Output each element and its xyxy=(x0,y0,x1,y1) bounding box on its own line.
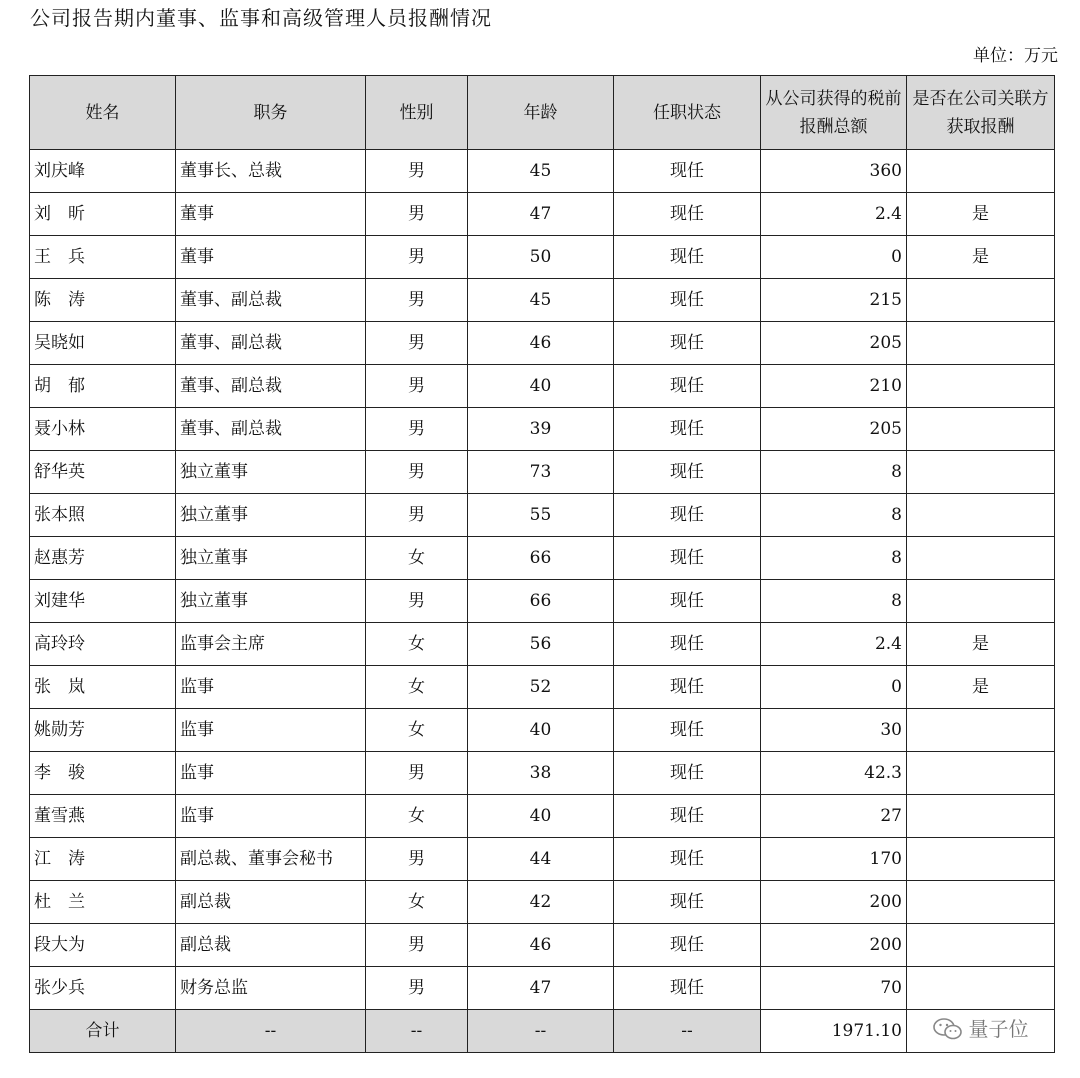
cell-name: 胡 郁 xyxy=(30,365,176,408)
table-row xyxy=(30,193,1055,236)
cell-name: 刘庆峰 xyxy=(30,150,176,193)
cell-role: 独立董事 xyxy=(176,451,366,494)
cell-age: 42 xyxy=(468,881,614,924)
cell-pay: 205 xyxy=(761,408,907,451)
cell-pay: 360 xyxy=(761,150,907,193)
cell-name: 高玲玲 xyxy=(30,623,176,666)
cell-role: 董事 xyxy=(176,193,366,236)
cell-gender: 女 xyxy=(366,537,468,580)
cell-name: 吴晓如 xyxy=(30,322,176,365)
table-row xyxy=(30,666,1055,709)
cell-status: 现任 xyxy=(614,838,761,881)
cell-role: 财务总监 xyxy=(176,967,366,1010)
cell-pay: 200 xyxy=(761,881,907,924)
total-row xyxy=(30,1010,1055,1053)
total-label: 合计 xyxy=(30,1010,176,1053)
table-row xyxy=(30,408,1055,451)
cell-gender: 男 xyxy=(366,967,468,1010)
cell-pay: 8 xyxy=(761,580,907,623)
cell-name: 陈 涛 xyxy=(30,279,176,322)
cell-related xyxy=(907,150,1055,193)
cell-related xyxy=(907,881,1055,924)
cell-status: 现任 xyxy=(614,666,761,709)
cell-role: 副总裁、董事会秘书 xyxy=(176,838,366,881)
cell-related xyxy=(907,322,1055,365)
cell-age: 66 xyxy=(468,580,614,623)
table-header-row xyxy=(30,76,1055,150)
cell-age: 56 xyxy=(468,623,614,666)
cell-age: 50 xyxy=(468,236,614,279)
cell-pay: 215 xyxy=(761,279,907,322)
cell-age: 66 xyxy=(468,537,614,580)
table-row xyxy=(30,967,1055,1010)
table-row xyxy=(30,365,1055,408)
cell-related: 是 xyxy=(907,193,1055,236)
unit-label: 单位：万元 xyxy=(973,46,1058,66)
cell-age: 39 xyxy=(468,408,614,451)
total-pay: 1971.10 xyxy=(761,1010,907,1053)
cell-related xyxy=(907,537,1055,580)
cell-related xyxy=(907,580,1055,623)
cell-pay: 170 xyxy=(761,838,907,881)
cell-gender: 男 xyxy=(366,279,468,322)
watermark-text: 量子位 xyxy=(968,1016,1029,1041)
cell-status: 现任 xyxy=(614,408,761,451)
cell-name: 段大为 xyxy=(30,924,176,967)
cell-name: 张本照 xyxy=(30,494,176,537)
cell-related xyxy=(907,795,1055,838)
column-header-pay: 从公司获得的税前报酬总额 xyxy=(761,76,907,150)
cell-pay: 210 xyxy=(761,365,907,408)
table-row xyxy=(30,924,1055,967)
cell-pay: 2.4 xyxy=(761,193,907,236)
cell-name: 聂小林 xyxy=(30,408,176,451)
cell-gender: 女 xyxy=(366,666,468,709)
cell-age: 45 xyxy=(468,150,614,193)
table-row xyxy=(30,795,1055,838)
cell-status: 现任 xyxy=(614,537,761,580)
cell-role: 董事 xyxy=(176,236,366,279)
total-role: -- xyxy=(176,1010,366,1053)
cell-age: 47 xyxy=(468,193,614,236)
cell-related xyxy=(907,365,1055,408)
cell-age: 47 xyxy=(468,967,614,1010)
cell-name: 刘建华 xyxy=(30,580,176,623)
table-row xyxy=(30,537,1055,580)
cell-name: 姚勋芳 xyxy=(30,709,176,752)
cell-related xyxy=(907,924,1055,967)
cell-status: 现任 xyxy=(614,322,761,365)
cell-role: 独立董事 xyxy=(176,537,366,580)
cell-age: 45 xyxy=(468,279,614,322)
cell-status: 现任 xyxy=(614,365,761,408)
cell-status: 现任 xyxy=(614,752,761,795)
cell-age: 38 xyxy=(468,752,614,795)
cell-role: 副总裁 xyxy=(176,881,366,924)
table-row xyxy=(30,580,1055,623)
cell-role: 副总裁 xyxy=(176,924,366,967)
cell-status: 现任 xyxy=(614,795,761,838)
cell-status: 现任 xyxy=(614,967,761,1010)
cell-gender: 女 xyxy=(366,795,468,838)
cell-name: 张 岚 xyxy=(30,666,176,709)
column-header-status: 任职状态 xyxy=(614,76,761,150)
table-row xyxy=(30,752,1055,795)
cell-age: 44 xyxy=(468,838,614,881)
cell-related xyxy=(907,451,1055,494)
cell-status: 现任 xyxy=(614,623,761,666)
cell-gender: 男 xyxy=(366,494,468,537)
table-row xyxy=(30,838,1055,881)
table-row xyxy=(30,236,1055,279)
cell-age: 40 xyxy=(468,795,614,838)
cell-pay: 0 xyxy=(761,666,907,709)
table-row xyxy=(30,494,1055,537)
cell-gender: 男 xyxy=(366,838,468,881)
cell-status: 现任 xyxy=(614,150,761,193)
cell-role: 监事 xyxy=(176,666,366,709)
cell-pay: 0 xyxy=(761,236,907,279)
cell-role: 监事 xyxy=(176,795,366,838)
cell-related xyxy=(907,709,1055,752)
cell-pay: 42.3 xyxy=(761,752,907,795)
table-row xyxy=(30,881,1055,924)
total-gender: -- xyxy=(366,1010,468,1053)
cell-pay: 8 xyxy=(761,451,907,494)
cell-role: 董事长、总裁 xyxy=(176,150,366,193)
cell-role: 监事 xyxy=(176,709,366,752)
cell-age: 46 xyxy=(468,924,614,967)
cell-gender: 男 xyxy=(366,924,468,967)
cell-status: 现任 xyxy=(614,709,761,752)
cell-pay: 8 xyxy=(761,494,907,537)
table-row xyxy=(30,451,1055,494)
cell-name: 杜 兰 xyxy=(30,881,176,924)
cell-status: 现任 xyxy=(614,236,761,279)
cell-name: 王 兵 xyxy=(30,236,176,279)
cell-gender: 男 xyxy=(366,408,468,451)
table-body xyxy=(30,150,1055,1010)
total-age: -- xyxy=(468,1010,614,1053)
cell-status: 现任 xyxy=(614,494,761,537)
cell-name: 刘 昕 xyxy=(30,193,176,236)
cell-status: 现任 xyxy=(614,451,761,494)
cell-related xyxy=(907,494,1055,537)
watermark xyxy=(933,1018,1029,1040)
cell-role: 监事会主席 xyxy=(176,623,366,666)
cell-role: 独立董事 xyxy=(176,494,366,537)
column-header-related: 是否在公司关联方获取报酬 xyxy=(907,76,1055,150)
cell-related: 是 xyxy=(907,623,1055,666)
page-title: 公司报告期内董事、监事和高级管理人员报酬情况 xyxy=(30,6,492,30)
cell-status: 现任 xyxy=(614,279,761,322)
cell-gender: 男 xyxy=(366,322,468,365)
cell-name: 江 涛 xyxy=(30,838,176,881)
table-row xyxy=(30,150,1055,193)
cell-status: 现任 xyxy=(614,193,761,236)
table-row xyxy=(30,322,1055,365)
cell-name: 李 骏 xyxy=(30,752,176,795)
cell-pay: 70 xyxy=(761,967,907,1010)
cell-pay: 200 xyxy=(761,924,907,967)
cell-gender: 男 xyxy=(366,451,468,494)
compensation-table xyxy=(29,75,1055,1053)
cell-age: 40 xyxy=(468,365,614,408)
cell-pay: 2.4 xyxy=(761,623,907,666)
table-row xyxy=(30,709,1055,752)
cell-role: 董事、副总裁 xyxy=(176,279,366,322)
cell-related xyxy=(907,838,1055,881)
table-row xyxy=(30,279,1055,322)
cell-related: 是 xyxy=(907,666,1055,709)
cell-related: 是 xyxy=(907,236,1055,279)
cell-pay: 205 xyxy=(761,322,907,365)
cell-related xyxy=(907,967,1055,1010)
cell-gender: 男 xyxy=(366,193,468,236)
total-status: -- xyxy=(614,1010,761,1053)
cell-pay: 30 xyxy=(761,709,907,752)
cell-name: 张少兵 xyxy=(30,967,176,1010)
cell-role: 独立董事 xyxy=(176,580,366,623)
cell-role: 董事、副总裁 xyxy=(176,322,366,365)
cell-age: 73 xyxy=(468,451,614,494)
cell-pay: 8 xyxy=(761,537,907,580)
cell-role: 董事、副总裁 xyxy=(176,365,366,408)
cell-gender: 男 xyxy=(366,236,468,279)
column-header-name: 姓名 xyxy=(30,76,176,150)
column-header-role: 职务 xyxy=(176,76,366,150)
cell-gender: 男 xyxy=(366,365,468,408)
cell-related xyxy=(907,279,1055,322)
cell-gender: 女 xyxy=(366,709,468,752)
cell-related xyxy=(907,752,1055,795)
cell-gender: 女 xyxy=(366,881,468,924)
cell-age: 55 xyxy=(468,494,614,537)
cell-name: 董雪燕 xyxy=(30,795,176,838)
cell-age: 46 xyxy=(468,322,614,365)
cell-pay: 27 xyxy=(761,795,907,838)
cell-name: 赵惠芳 xyxy=(30,537,176,580)
cell-age: 40 xyxy=(468,709,614,752)
cell-gender: 男 xyxy=(366,580,468,623)
cell-age: 52 xyxy=(468,666,614,709)
cell-related xyxy=(907,408,1055,451)
cell-gender: 男 xyxy=(366,752,468,795)
column-header-gender: 性别 xyxy=(366,76,468,150)
cell-gender: 男 xyxy=(366,150,468,193)
wechat-icon xyxy=(933,1018,963,1040)
cell-role: 监事 xyxy=(176,752,366,795)
cell-role: 董事、副总裁 xyxy=(176,408,366,451)
column-header-age: 年龄 xyxy=(468,76,614,150)
cell-status: 现任 xyxy=(614,881,761,924)
cell-gender: 女 xyxy=(366,623,468,666)
cell-status: 现任 xyxy=(614,580,761,623)
cell-status: 现任 xyxy=(614,924,761,967)
watermark-cell xyxy=(907,1010,1055,1053)
cell-name: 舒华英 xyxy=(30,451,176,494)
table-row xyxy=(30,623,1055,666)
